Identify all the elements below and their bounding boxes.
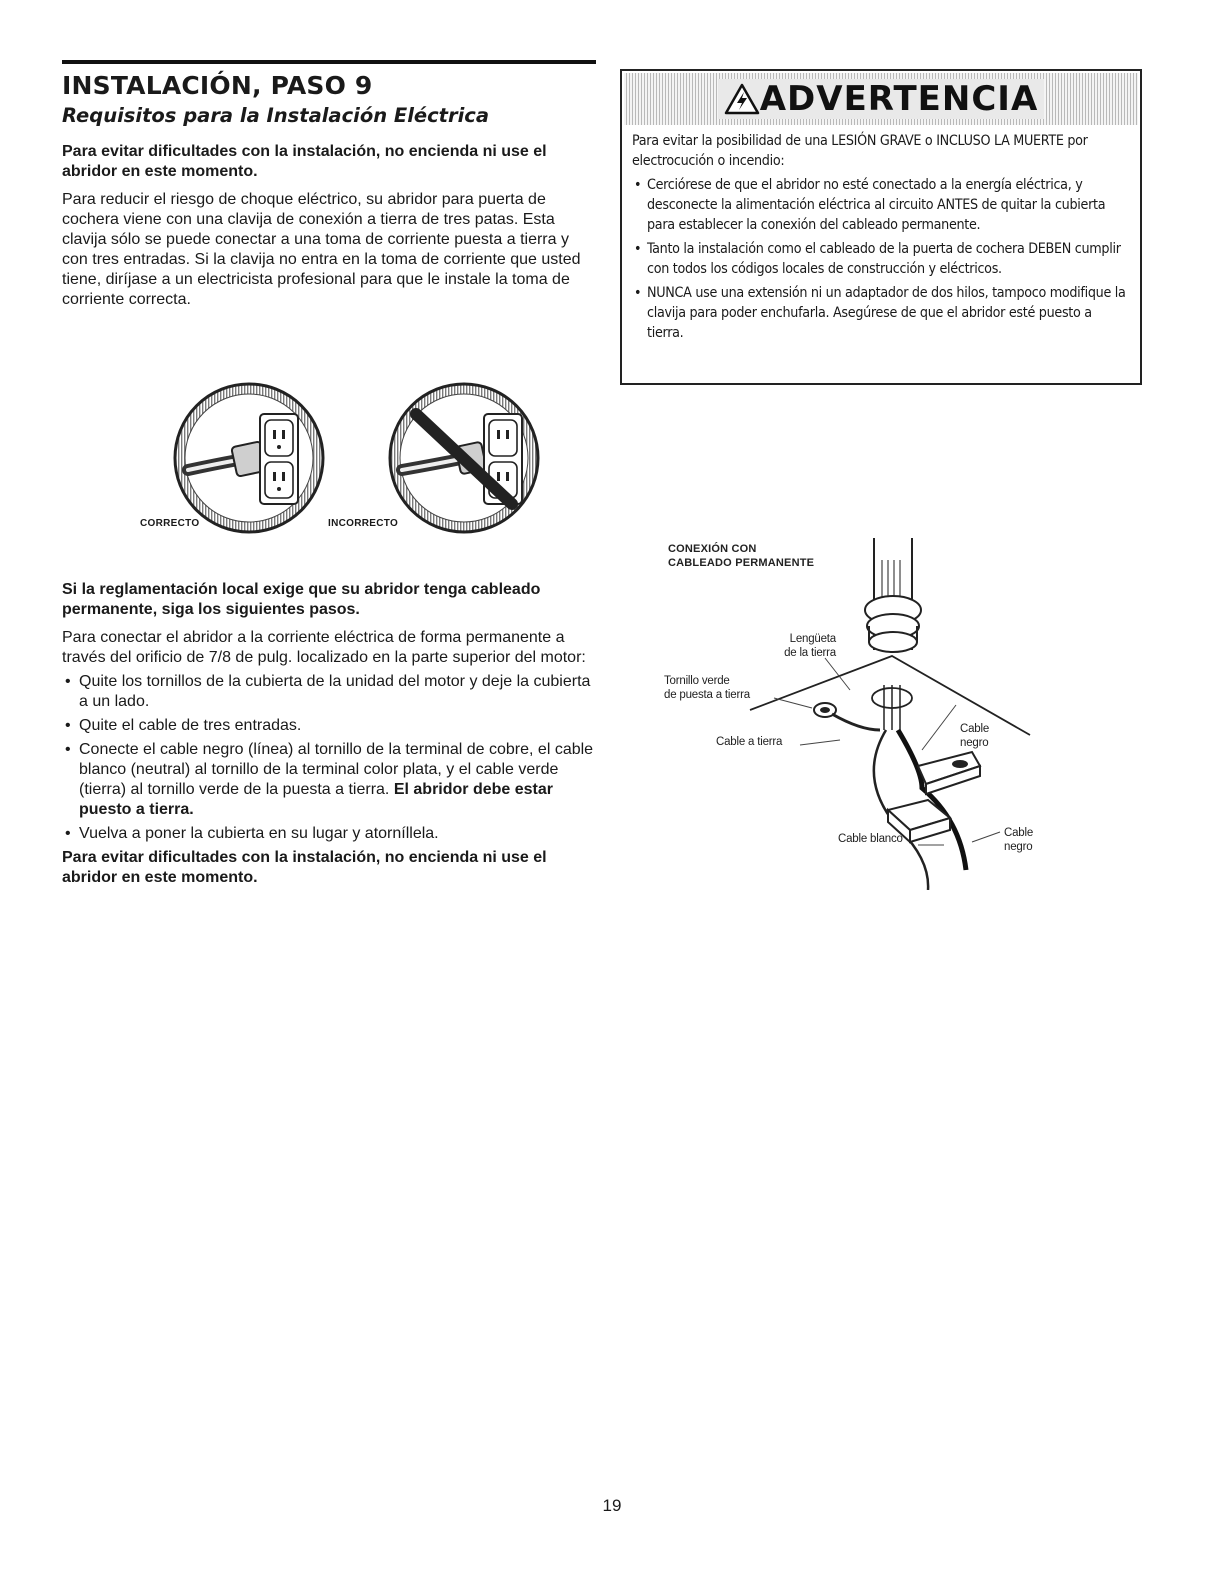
correct-label: CORRECTO <box>140 518 200 529</box>
ground-tab-label-line2: de la tierra <box>784 647 836 659</box>
wiring-figure <box>660 530 1060 890</box>
warning-box <box>620 69 1142 385</box>
plug-figure <box>136 378 576 538</box>
list-item: • Quite el cable de tres entradas. <box>62 716 596 736</box>
ground-tab-label-line1: Lengüeta <box>789 633 836 645</box>
wiring-caption-line1: CONEXIÓN CON <box>668 543 757 555</box>
ground-requirement: El abridor debe estar puesto a tierra. <box>79 781 553 818</box>
correct-plug-icon <box>175 384 323 532</box>
green-screw-label-line1: Tornillo verde <box>664 675 730 687</box>
white-cable-label: Cable blanco <box>838 833 903 845</box>
list-item: • Quite los tornillos de la cubierta de la unidad del motor y deje la cubierta a un lado. <box>62 672 596 712</box>
list-item: • Tanto la instalación como el cableado de la puerta de cochera DEBEN cumplir con todos los códigos locales de construcción y eléctricos. <box>632 239 1128 279</box>
caution-note-top: Para evitar dificultades con la instalación, no encienda ni use el abridor en este momento. <box>62 143 547 180</box>
incorrect-label: INCORRECTO <box>328 518 399 529</box>
black-cable-label-line2: negro <box>960 737 989 749</box>
permanent-wiring-section <box>62 580 596 896</box>
list-item: • Cerciórese de que el abridor no esté conectado a la energía eléctrica, y desconecte la alimentación eléctrica al circuito ANTES de quitar la cubierta para establecer la conexión del cableado permanente. <box>632 175 1128 235</box>
permanent-wiring-heading: Si la reglamentación local exige que su abridor tenga cableado permanente, siga los siguientes pasos. <box>62 581 541 618</box>
caution-note-bottom: Para evitar dificultades con la instalación, no encienda ni use el abridor en este momento. <box>62 849 547 886</box>
incorrect-plug-icon <box>390 384 538 532</box>
page-title: INSTALACIÓN, PASO 9 <box>62 71 373 100</box>
permanent-wiring-intro: Para conectar el abridor a la corriente eléctrica de forma permanente a través del orificio de 7/8 de pulg. localizado en la parte superior del motor: <box>62 629 586 666</box>
list-item <box>62 740 596 820</box>
black-cable-2-label-line2: negro <box>1004 841 1033 853</box>
left-column <box>62 60 596 318</box>
warning-intro: Para evitar la posibilidad de una LESIÓN GRAVE o INCLUSO LA MUERTE por electrocución o incendio: <box>632 133 1088 169</box>
connect-instruction: Conecte el cable negro (línea) al tornillo de la terminal de cobre, el cable blanco (neutral) al tornillo de la terminal color plata, y el cable verde (tierra) al tornillo verde de la puesta a tierra. <box>79 741 594 798</box>
warning-triangle-icon <box>724 83 760 115</box>
title-rule <box>62 60 596 64</box>
warning-title: ADVERTENCIA <box>759 79 1039 119</box>
list-item: • NUNCA use una extensión ni un adaptador de dos hilos, tampoco modifique la clavija para poder enchufarla. Asegúrese de que el abridor esté puesto a tierra. <box>632 283 1128 343</box>
black-cable-2-label-line1: Cable <box>1004 827 1034 839</box>
wiring-caption-line2: CABLEADO PERMANENTE <box>668 557 815 569</box>
list-item: • Vuelva a poner la cubierta en su lugar y atorníllela. <box>62 824 596 844</box>
warning-list <box>632 175 1128 343</box>
ground-cable-label: Cable a tierra <box>716 736 783 748</box>
warning-header <box>624 73 1138 125</box>
section-subtitle: Requisitos para la Instalación Eléctrica <box>62 104 490 127</box>
page-number: 19 <box>602 1496 622 1515</box>
warning-body <box>622 125 1140 343</box>
steps-list <box>62 672 596 844</box>
grounding-paragraph: Para reducir el riesgo de choque eléctrico, su abridor para puerta de cochera viene con una clavija de conexión a tierra de tres patas. Esta clavija sólo se puede conectar a una toma de corriente puesta a tierra y con tres entradas. Si la clavija no entra en la toma de corriente que usted tiene, diríjase a un electricista profesional para que le instale la toma de corriente correcta. <box>62 191 581 308</box>
plug-illustration <box>136 378 576 538</box>
green-screw-label-line2: de puesta a tierra <box>664 689 750 701</box>
black-cable-label-line1: Cable <box>960 723 990 735</box>
